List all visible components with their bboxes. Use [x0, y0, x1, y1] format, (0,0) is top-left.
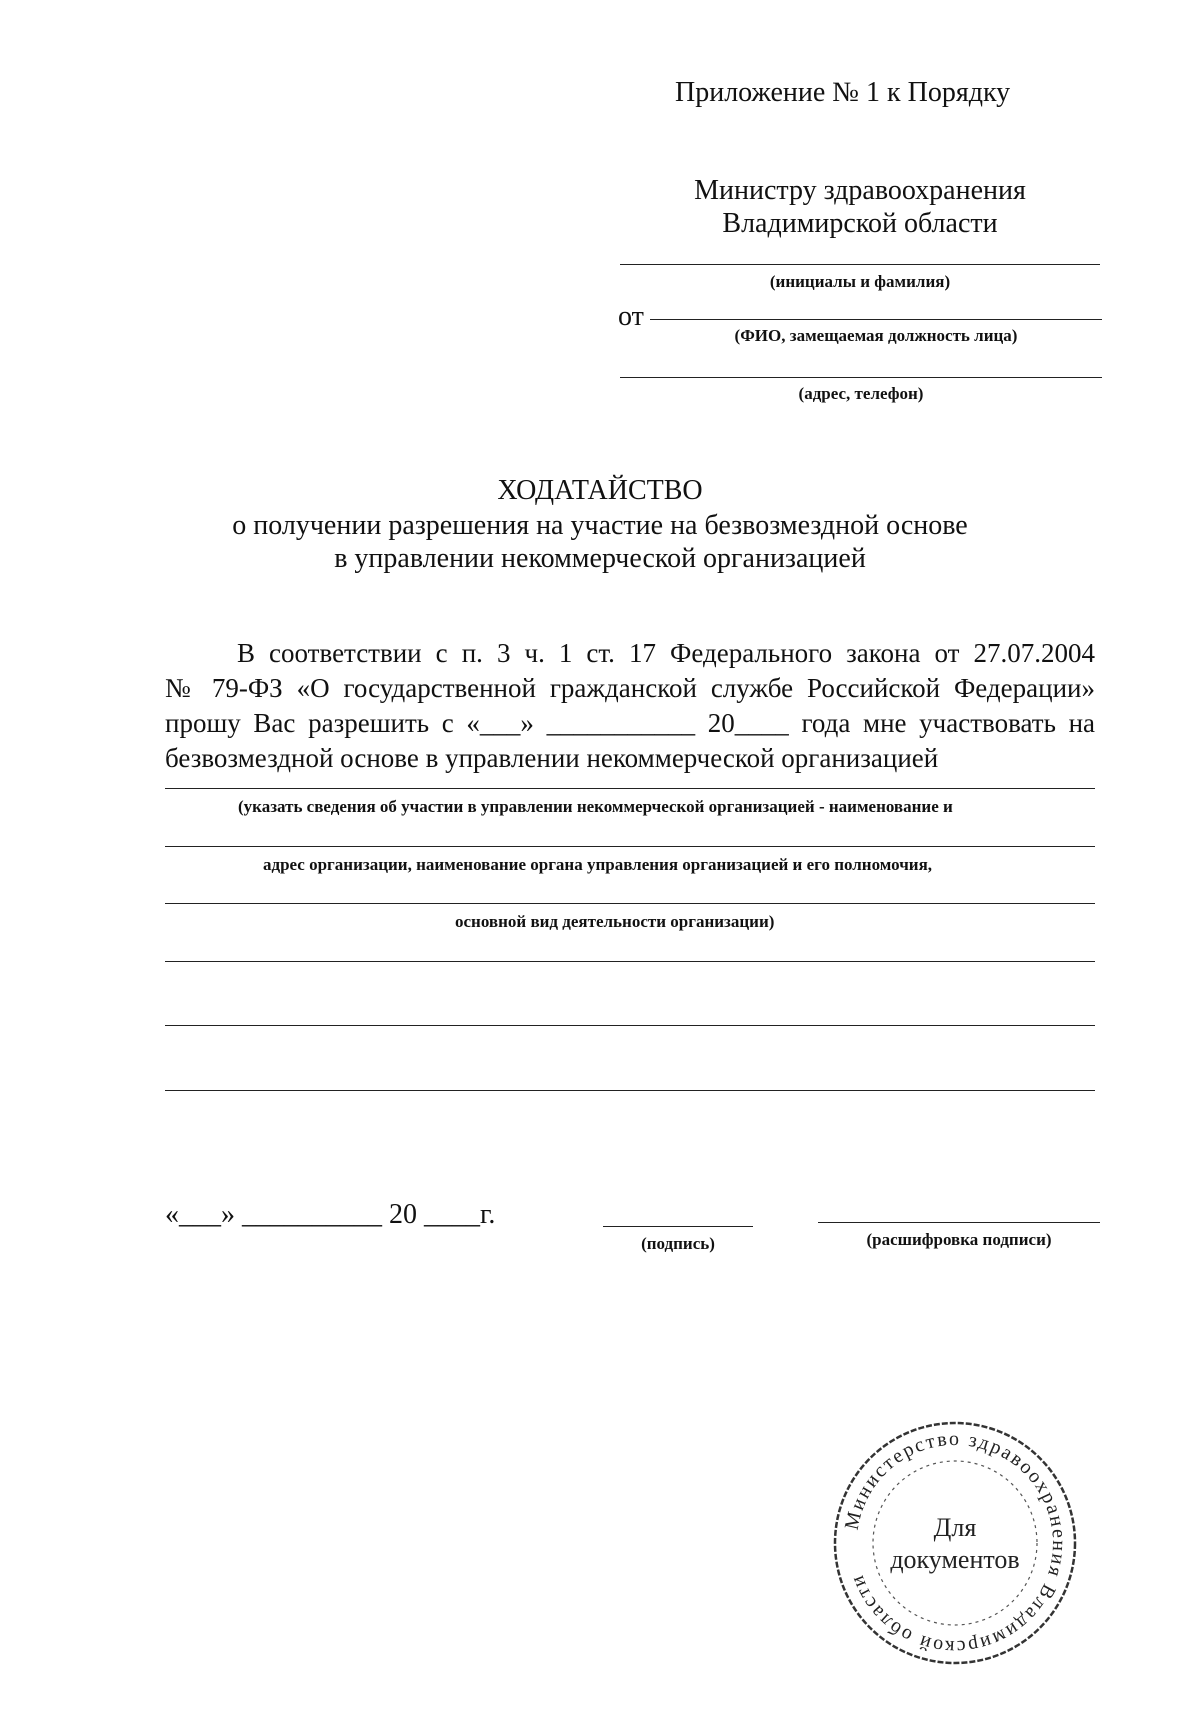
address-hint: (адрес, телефон): [798, 384, 924, 403]
fio-field-line: [650, 319, 1102, 320]
body-line-4: безвозмездной основе в управлении некоммерческой организацией: [165, 743, 939, 773]
stamp-center-line-1: Для: [933, 1513, 977, 1542]
body-line-2: № 79-ФЗ «О государственной гражданской службе Российской Федерации»: [165, 673, 1095, 703]
details-hint-2: адрес организации, наименование органа управления организацией и его полномочия,: [263, 855, 933, 874]
document-subtitle-1: о получении разрешения на участие на безвозмездной основе: [232, 510, 968, 541]
stamp-ring-text: Министерство здравоохранения Владимирской области: [840, 1427, 1071, 1659]
document-title: ХОДАТАЙСТВО: [497, 475, 703, 506]
details-field-line-2: [165, 846, 1095, 847]
details-hint-1: (указать сведения об участии в управлении некоммерческой организацией - наименование и: [238, 797, 953, 816]
initials-hint: (инициалы и фамилия): [769, 272, 951, 291]
appendix-label: Приложение № 1 к Порядку: [675, 77, 1011, 108]
from-label: от: [618, 301, 644, 332]
official-stamp: [830, 1418, 1080, 1668]
signature-field-line: [603, 1226, 753, 1227]
document-subtitle-2: в управлении некоммерческой организацией: [334, 543, 866, 574]
stamp-center-line-2: документов: [890, 1545, 1020, 1574]
svg-text:Министерство здравоохранения В: [841, 1428, 1070, 1658]
addressee-line-1: Министру здравоохранения: [694, 175, 1026, 206]
details-field-line-6: [165, 1090, 1095, 1091]
details-field-line-1: [165, 788, 1095, 789]
address-field-line: [620, 377, 1102, 378]
signature-hint: (подпись): [641, 1234, 715, 1253]
body-line-3: прошу Вас разрешить с «___» ___________ 20____ года мне участвовать на: [165, 708, 1095, 738]
body-line-1: В соответствии с п. 3 ч. 1 ст. 17 Федерального закона от 27.07.2004: [237, 638, 1095, 668]
signature-decoding-line: [818, 1222, 1100, 1223]
addressee-line-2: Владимирской области: [722, 208, 998, 239]
fio-hint: (ФИО, замещаемая должность лица): [734, 326, 1018, 345]
signature-decoding-hint: (расшифровка подписи): [866, 1230, 1052, 1249]
details-field-line-3: [165, 903, 1095, 904]
date-field: «___» __________ 20 ____г.: [165, 1199, 496, 1230]
details-hint-3: основной вид деятельности организации): [455, 912, 775, 931]
details-field-line-5: [165, 1025, 1095, 1026]
details-field-line-4: [165, 961, 1095, 962]
initials-field-line: [620, 264, 1100, 265]
